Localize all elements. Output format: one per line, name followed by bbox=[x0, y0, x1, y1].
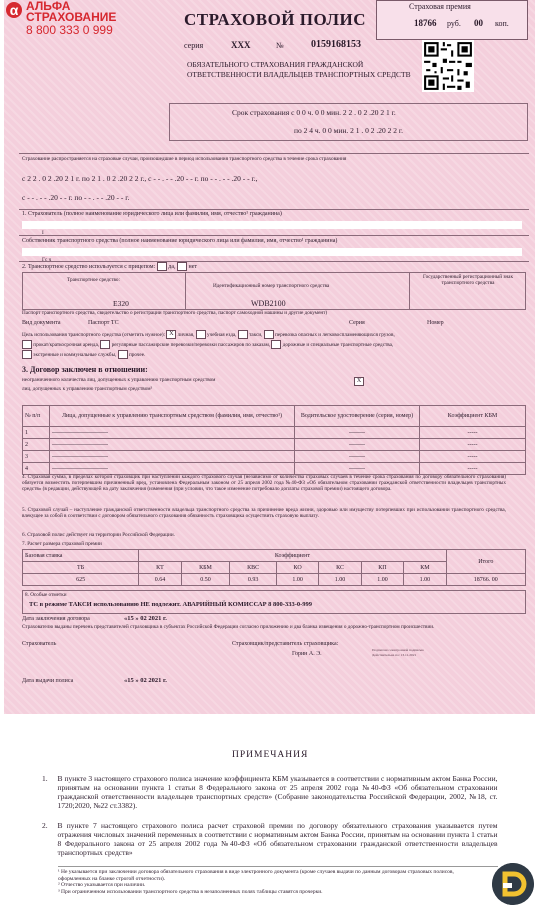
e-signature-line: Подписано электронной подписью bbox=[372, 648, 424, 652]
purpose-training: учебная езда, bbox=[207, 332, 237, 338]
purpose-checkbox-road[interactable] bbox=[271, 340, 281, 349]
calc-group-row bbox=[23, 550, 526, 562]
calc-header: ТБ bbox=[23, 562, 139, 574]
doc-type-value: Паспорт ТС bbox=[88, 320, 119, 326]
brand-name-line2: СТРАХОВАНИЕ bbox=[26, 10, 117, 24]
vehicle-col1-label: Транспортное средство: bbox=[67, 277, 120, 283]
driver-name: ---------------------------- bbox=[50, 439, 295, 451]
purpose-checkbox-other[interactable] bbox=[118, 350, 128, 359]
notes-title: ПРИМЕЧАНИЯ bbox=[232, 750, 309, 760]
divider bbox=[409, 273, 410, 309]
driver-kbm: ----- bbox=[420, 427, 526, 439]
qr-code-icon bbox=[422, 40, 474, 92]
note-text: В пункте 3 настоящего страхового полиса значение коэффициента КБМ указывается в соответствии с нормативным актом Банка России, принятым на основании пункта 1 статьи 8 Федерального закона от 25 апреля 2002 года №40-ФЗ «Об обязательном страховании гражданской ответственности владельцев транспортных средств» (Собрание законодательства Российской Федерации, 2002, №18, ст. 1720;2020, №22 ст.3382). bbox=[57, 774, 498, 810]
purpose-label: Цель использования транспортного средства (отметить нужное): bbox=[22, 332, 166, 338]
series-value: ХХХ bbox=[231, 40, 251, 50]
contract-date: «15 » 02 2021 г. bbox=[124, 615, 167, 622]
calc-value: 1.00 bbox=[276, 574, 318, 586]
doc-type-label: Вид документа bbox=[22, 320, 61, 326]
purpose-other: прочее. bbox=[128, 352, 146, 358]
policy-number: 0159168153 bbox=[311, 39, 361, 50]
driver-name: ---------------------------- bbox=[50, 451, 295, 463]
driver-license: -------- bbox=[295, 427, 420, 439]
table-row bbox=[23, 427, 526, 439]
purpose-block bbox=[22, 330, 527, 360]
premium-rub-label: руб. bbox=[447, 19, 461, 28]
doc-series-label: Серия bbox=[349, 320, 365, 326]
special-marks-text: ТС в режиме ТАКСИ использованию НЕ подлежит. АВАРИЙНЫЙ КОМИССАР 8 800-333-0-999 bbox=[29, 601, 313, 608]
purpose-checkbox-dangerous[interactable] bbox=[264, 330, 274, 339]
trailer-row bbox=[22, 262, 197, 271]
note-item-2 bbox=[42, 821, 502, 857]
notes-page bbox=[0, 730, 540, 920]
calc-value: 1.00 bbox=[404, 574, 446, 586]
driver-kbm: ----- bbox=[420, 439, 526, 451]
owner-field bbox=[22, 248, 522, 263]
clause-5: 5. Страховой случай – наступление гражданской ответственности владельца транспортного средства за причинение вреда жизни, здоровью или имуществу потерпевших при использовании транспортного средства, влекущее за собой в соответствии с договором обязательного страхования обязанность страховщика осуществить страховую выплату. bbox=[22, 507, 506, 519]
issued-line: Страхователю выданы перечень представителей страховщика в субъектах Российской Федерации согласно приложению и два бланка извещения о дорожно-транспортном происшествии. bbox=[22, 624, 435, 630]
vehicle-col3-label: Государственный регистрационный знак транспортного средства bbox=[423, 274, 513, 286]
clause-4: 4. Страховая сумма, в пределах которой страховщик при наступлении каждого страхового случая (независимо от количества страховых случаев в течение срока страхования по договору обязательного страхования) обязуется возместить потерпевшим причиненный вред, установлена Федеральным законом от 25 апреля 2002 года №40-ФЗ «Об обязательном страховании гражданской ответственности владельцев транспортных средств» (в редакции, действующей на дату заключения (изменения (при условии, что такое изменение потребовало доплаты страховой премии) настоящего договора. bbox=[22, 474, 506, 492]
insurer-signature-label: Страхователь bbox=[22, 641, 57, 647]
calc-values-row bbox=[23, 574, 526, 586]
purpose-passenger: регулярные пассажирские перевозки/перевозки пассажиров по заказам, bbox=[111, 342, 271, 348]
footnote: ¹ Не указывается при заключении договора обязательного страхования в виде электронного документа (кроме случаев выдачи по данным договорам страховых полисов, оформленных на бланке строгой отчетности). bbox=[58, 869, 454, 882]
note-number: 1. bbox=[42, 774, 48, 783]
driver-license: -------- bbox=[295, 439, 420, 451]
driver-name: ---------------------------- bbox=[50, 427, 295, 439]
driver-license: -------- bbox=[295, 463, 420, 475]
vehicle-model: E320 bbox=[113, 299, 129, 308]
term-start: Срок страхования с 0 0 ч. 0 0 мин. 2 2 . 0 2 .20 2 1 г. bbox=[232, 108, 396, 117]
divider bbox=[185, 273, 186, 309]
e-signature-line: Действительна по: 13.11.2021 bbox=[372, 652, 417, 657]
driver-num: 2 bbox=[23, 439, 50, 451]
issue-date: «15 » 02 2021 г. bbox=[124, 677, 167, 684]
footnote: ² Отчество указывается при наличии. bbox=[58, 882, 146, 888]
calc-header: КБМ bbox=[181, 562, 230, 574]
calc-header: КТ bbox=[139, 562, 181, 574]
periods-row2: с - - . - - .20 - - г. по - - . - - .20 - - г. bbox=[22, 193, 130, 202]
divider bbox=[19, 209, 529, 210]
section1-label: 1. Страхователь (полное наименование юридического лица или фамилия, имя, отчество¹ гражданина) bbox=[22, 211, 282, 217]
periods-intro: Страхование распространяется на страховые случаи, произошедшие в период использования транспортного средства в течение срока страхования bbox=[22, 156, 347, 162]
brand-name-line1: АЛЬФА bbox=[26, 0, 71, 13]
purpose-taxi: такси, bbox=[249, 332, 263, 338]
owner-value: Гс ч bbox=[42, 257, 52, 263]
purpose-personal: личная, bbox=[177, 332, 195, 338]
purpose-checkbox-rental[interactable] bbox=[22, 340, 32, 349]
calc-value: 0.64 bbox=[139, 574, 181, 586]
calc-total-label: Итого bbox=[446, 550, 525, 574]
table-row bbox=[23, 463, 526, 475]
clause-7: 7. Расчет размера страховой премии bbox=[22, 541, 102, 547]
term-end: по 2 4 ч. 0 0 мин. 2 1 . 0 2 .20 2 2 г. bbox=[294, 126, 404, 135]
special-marks-label: 8. Особые отметки bbox=[25, 592, 67, 598]
calc-coef-label: Коэффициент bbox=[139, 550, 446, 562]
premium-kop-label: коп. bbox=[495, 19, 509, 28]
rep-name: Горин А. Э. bbox=[292, 651, 322, 657]
note-number: 2. bbox=[42, 821, 48, 830]
calc-value: 1.00 bbox=[319, 574, 361, 586]
note-text: В пункте 7 настоящего страхового полиса расчет страховой премии по договору обязательного страхования указывается путем отражения числовых значений переменных в соответствии с нормативным актом Банка России, принятым на основании пункта 1 статьи 8 Федерального закона от 25 апреля 2002 года №40-ФЗ «Об обязательном страховании гражданской ответственности владельцев транспортных средств» bbox=[57, 821, 498, 857]
owner-label: Собственник транспортного средства (полное наименование юридического лица или фамилия, имя, отчество¹ гражданина) bbox=[22, 238, 338, 244]
footnote: ³ При ограниченном использовании транспортного средства в незаполненных полях таблицы ставятся прочерки. bbox=[58, 888, 323, 895]
rep-label: Страховщик/представитель страховщика: bbox=[232, 641, 339, 647]
driver-license: -------- bbox=[295, 451, 420, 463]
calc-header: КО bbox=[276, 562, 318, 574]
app-logo-icon bbox=[492, 863, 534, 905]
premium-kop-value: 00 bbox=[474, 18, 483, 28]
trailer-yes-checkbox[interactable] bbox=[157, 262, 167, 271]
drivers-table bbox=[22, 405, 526, 475]
trailer-yes-label: да, bbox=[168, 263, 176, 270]
periods-row1: с 2 2 . 0 2 .20 2 1 г. по 2 1 . 0 2 .20 2 2 г., с - - . - - .20 - - г. по - - . - - .20 - - г., bbox=[22, 174, 258, 183]
series-label: серия bbox=[184, 41, 204, 50]
clause-6: 6. Страховой полис действует на территории Российской Федерации. bbox=[22, 532, 175, 538]
purpose-road: дорожные и специальные транспортные средства, bbox=[282, 342, 394, 348]
calc-header: КС bbox=[319, 562, 361, 574]
e-signature-stamp bbox=[372, 648, 424, 657]
driver-num: 1 bbox=[23, 427, 50, 439]
calc-header: КВС bbox=[230, 562, 277, 574]
purpose-checkbox-taxi[interactable] bbox=[238, 330, 248, 339]
purpose-dangerous: перевозка опасных и легковоспламеняющихся грузов, bbox=[275, 332, 395, 338]
insured-field bbox=[22, 221, 522, 236]
footnote-divider bbox=[58, 866, 498, 867]
calc-base-label: Базовая ставка bbox=[23, 550, 139, 562]
divider bbox=[19, 235, 529, 236]
note-item-1 bbox=[42, 774, 502, 810]
brand-phone: 8 800 333 0 999 bbox=[26, 23, 113, 37]
doc-line: Паспорт транспортного средства, свидетельство о регистрации транспортного средства, паспорт самоходной машины и другие документ) bbox=[22, 310, 328, 316]
drivers-header-name: Лица, допущенные к управлению транспортным средством (фамилия, имя, отчество¹) bbox=[50, 406, 295, 427]
purpose-checkbox-personal[interactable]: X bbox=[166, 330, 176, 339]
vehicle-vin: WDB2100 bbox=[251, 299, 286, 308]
footnotes bbox=[58, 869, 478, 895]
calc-total: 18766. 00 bbox=[446, 574, 525, 586]
calc-header: КМ bbox=[404, 562, 446, 574]
unlimited-checkbox[interactable]: X bbox=[354, 377, 364, 386]
unlimited-text: неограниченного количества лиц, допущенных к управлению транспортным средством bbox=[22, 377, 216, 383]
driver-kbm: ----- bbox=[420, 463, 526, 475]
purpose-emergency: экстренные и коммунальные службы, bbox=[33, 352, 117, 358]
trailer-no-checkbox[interactable] bbox=[177, 262, 187, 271]
section3-label: 3. Договор заключен в отношении: bbox=[22, 365, 148, 374]
driver-num: 3 bbox=[23, 451, 50, 463]
calc-value: 625 bbox=[23, 574, 139, 586]
contract-date-label: Дата заключения договора bbox=[22, 616, 90, 622]
table-row bbox=[23, 451, 526, 463]
calc-value: 1.00 bbox=[361, 574, 403, 586]
drivers-header-num: № п/п bbox=[23, 406, 50, 427]
limited-text: лиц, допущенных к управлению транспортным средством² bbox=[22, 386, 153, 392]
premium-label: Страховая премия bbox=[409, 2, 471, 11]
table-row bbox=[23, 439, 526, 451]
drivers-header-license: Водительское удостоверение (серия, номер) bbox=[295, 406, 420, 427]
brand-name bbox=[26, 1, 116, 23]
calc-value: 0.93 bbox=[230, 574, 277, 586]
purpose-rental: прокат/краткосрочная аренда, bbox=[33, 342, 100, 348]
vehicle-col2-label: Идентификационный номер транспортного средства bbox=[213, 283, 330, 289]
issue-date-label: Дата выдачи полиса bbox=[22, 678, 74, 684]
driver-name: ---------------------------- bbox=[50, 463, 295, 475]
divider bbox=[19, 153, 529, 154]
section2-label: 2. Транспортное средство используется с прицепом: bbox=[22, 263, 156, 270]
purpose-checkbox-emergency[interactable] bbox=[22, 350, 32, 359]
driver-num: 4 bbox=[23, 463, 50, 475]
calc-value: 0.50 bbox=[181, 574, 230, 586]
doc-number-label: Номер bbox=[427, 320, 444, 326]
purpose-checkbox-passenger[interactable] bbox=[100, 340, 110, 349]
drivers-header-kbm: Коэффициент КБМ bbox=[420, 406, 526, 427]
premium-calc-table bbox=[22, 549, 526, 586]
osago-heading: ОБЯЗАТЕЛЬНОГО СТРАХОВАНИЯ ГРАЖДАНСКОЙ ОТВЕТСТВЕННОСТИ ВЛАДЕЛЬЦЕВ ТРАНСПОРТНЫХ СРЕДСТВ bbox=[187, 60, 411, 79]
premium-value: 18766 bbox=[414, 18, 437, 28]
drivers-header-row bbox=[23, 406, 526, 427]
policy-title: СТРАХОВОЙ ПОЛИС bbox=[184, 10, 367, 29]
special-marks-box bbox=[22, 590, 526, 614]
insured-value: I bbox=[42, 230, 44, 236]
alfa-logo-icon: α bbox=[6, 2, 22, 18]
number-label: № bbox=[276, 41, 284, 50]
driver-kbm: ----- bbox=[420, 451, 526, 463]
trailer-no-label: нет bbox=[188, 263, 197, 270]
vehicle-table bbox=[22, 272, 526, 310]
policy-form bbox=[4, 0, 535, 714]
calc-header: КП bbox=[361, 562, 403, 574]
purpose-checkbox-training[interactable] bbox=[196, 330, 206, 339]
